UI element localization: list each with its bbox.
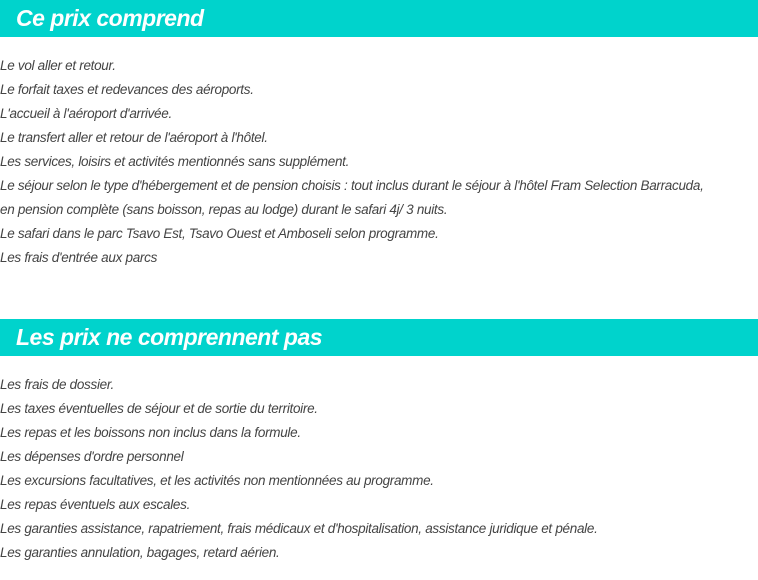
list-item: Les services, loisirs et activités mentionnés sans supplément.: [0, 154, 350, 169]
list-item: Les frais de dossier.: [0, 377, 115, 392]
list-item: Les frais d'entrée aux parcs: [0, 250, 158, 265]
excluded-heading: Les prix ne comprennent pas: [0, 319, 758, 356]
list-item: Le vol aller et retour.: [0, 58, 116, 73]
list-item: Les taxes éventuelles de séjour et de sortie du territoire.: [0, 401, 318, 416]
list-item: Les excursions facultatives, et les activités non mentionnées au programme.: [0, 473, 434, 488]
list-item: Les garanties annulation, bagages, retard aérien.: [0, 545, 280, 560]
included-list: [0, 54, 758, 270]
list-item: Le safari dans le parc Tsavo Est, Tsavo Ouest et Amboseli selon programme.: [0, 226, 439, 241]
list-item: Les garanties assistance, rapatriement, frais médicaux et d'hospitalisation, assistance juridique et pénale.: [0, 521, 598, 536]
list-item: Le transfert aller et retour de l'aéroport à l'hôtel.: [0, 130, 268, 145]
list-item: Les repas et les boissons non inclus dans la formule.: [0, 425, 301, 440]
excluded-list: [0, 373, 758, 565]
list-item: Les dépenses d'ordre personnel: [0, 449, 184, 464]
list-item: Le forfait taxes et redevances des aéroports.: [0, 82, 254, 97]
excluded-section: [0, 319, 758, 565]
included-heading: Ce prix comprend: [0, 0, 758, 37]
list-item: L'accueil à l'aéroport d'arrivée.: [0, 106, 172, 121]
included-section: [0, 0, 758, 270]
list-item: Les repas éventuels aux escales.: [0, 497, 191, 512]
list-item: Le séjour selon le type d'hébergement et de pension choisis : tout inclus durant le séjour à l'hôtel Fram Selection Barracuda, en pension complète (sans boisson, repas au lodge) durant le safari 4j/ 3 nuits.: [0, 178, 704, 217]
